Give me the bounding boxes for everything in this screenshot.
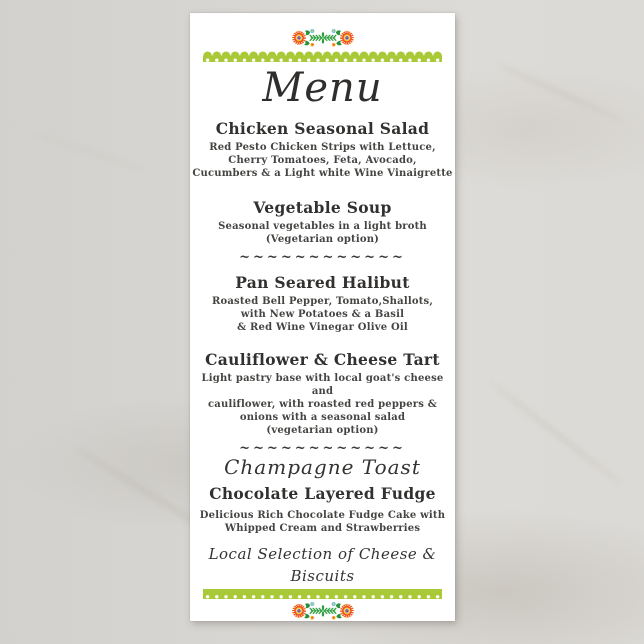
course-desc-line: Whipped Cream and Strawberries (224, 522, 421, 534)
menu-card (190, 13, 455, 621)
tilde-divider: ~~~~~~~~~~~~ (239, 249, 406, 265)
scallop-lace-border-bottom (203, 589, 442, 600)
course-desc-line: (vegetarian option) (266, 424, 379, 436)
folk-floral-ornament-top (273, 28, 373, 48)
course-description (218, 220, 427, 246)
course-heading: Vegetable Soup (253, 197, 392, 217)
course-desc-line: & Red Wine Vinegar Olive Oil (237, 321, 408, 333)
course-heading: Cauliflower & Cheese Tart (205, 349, 440, 369)
course-description (192, 141, 452, 180)
course-desc-line: Cucumbers & a Light white Wine Vinaigrette (192, 167, 453, 179)
tilde-divider: ~~~~~~~~~~~~ (239, 440, 406, 456)
course-description (200, 509, 445, 535)
course-description (190, 372, 455, 437)
course-description (212, 295, 433, 334)
course-heading: Pan Seared Halibut (235, 272, 410, 292)
course-desc-line: Seasonal vegetables in a light broth (218, 220, 427, 232)
scallop-lace-border-top (203, 51, 442, 62)
champagne-toast-line: Champagne Toast (224, 454, 421, 479)
course-desc-line: (Vegetarian option) (265, 233, 380, 245)
course-desc-line: cauliflower, with roasted red peppers & (208, 398, 437, 410)
marble-vein (495, 62, 625, 124)
cheese-selection-line: Local Selection of Cheese & Biscuits (208, 544, 437, 585)
course-desc-line: with New Potatoes & a Basil (240, 308, 405, 320)
marble-vein (32, 132, 147, 173)
menu-title: Menu (262, 64, 383, 111)
course-heading: Chicken Seasonal Salad (215, 118, 430, 138)
folk-floral-ornament-bottom (273, 601, 373, 621)
course-desc-line: Light pastry base with local goat's cheese and (201, 372, 444, 397)
course-desc-line: Red Pesto Chicken Strips with Lettuce, (209, 141, 436, 153)
course-desc-line: onions with a seasonal salad (239, 411, 406, 423)
marble-vein (486, 378, 623, 487)
course-desc-line: Roasted Bell Pepper, Tomato,Shallots, (211, 295, 434, 307)
course-desc-line: Cherry Tomatoes, Feta, Avocado, (228, 154, 417, 166)
course-heading: Chocolate Layered Fudge (209, 483, 436, 503)
course-desc-line: Delicious Rich Chocolate Fudge Cake with (199, 509, 446, 521)
